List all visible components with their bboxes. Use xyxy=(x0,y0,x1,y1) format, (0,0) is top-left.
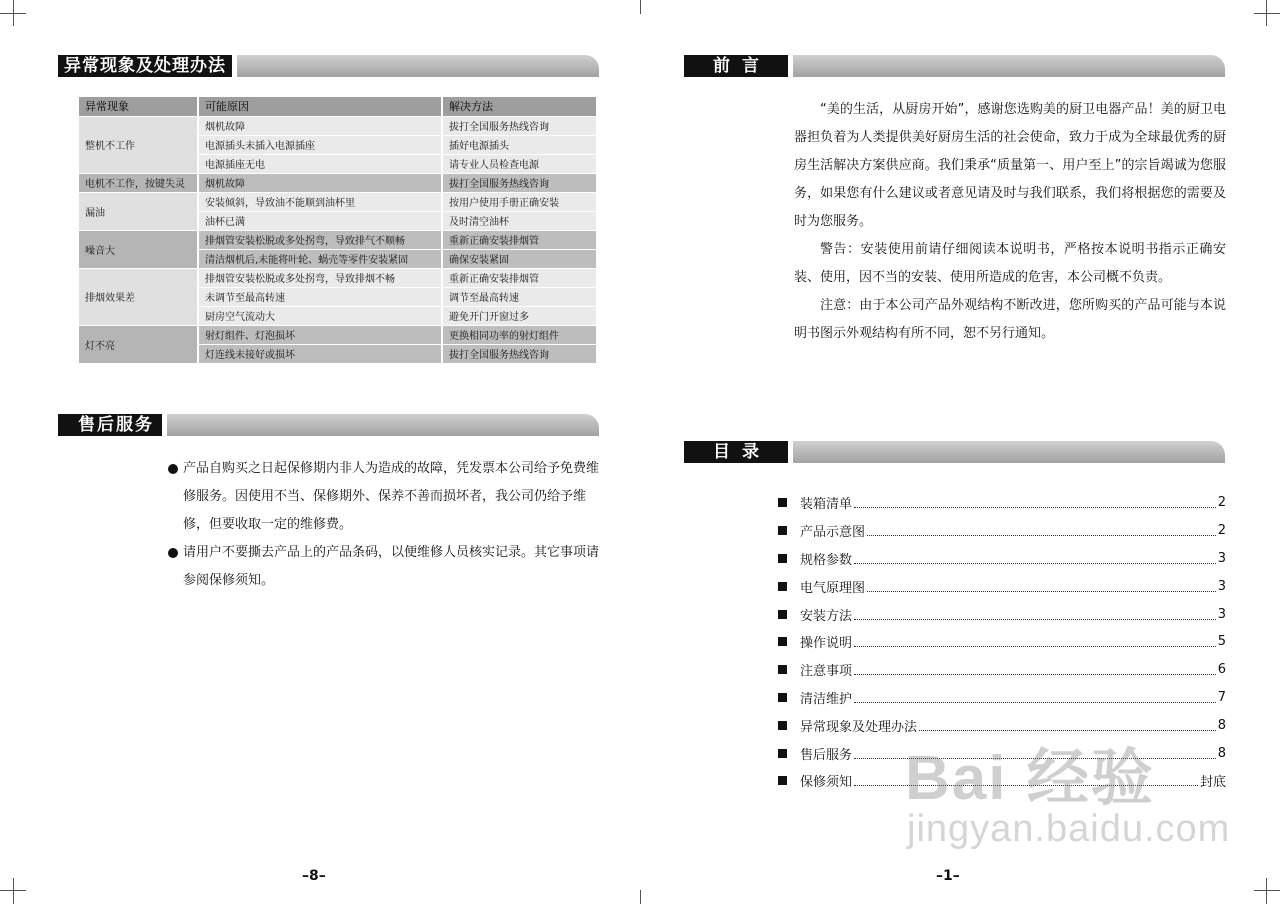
cause-cell: 排烟管安装松脱或多处拐弯，导致排烟不畅 xyxy=(198,268,442,287)
page-number-right: –1– xyxy=(936,868,960,884)
toc-leader-dots xyxy=(854,563,1216,564)
watermark-url-text: jingyan.baidu.com xyxy=(907,808,1231,850)
page-number-left: –8– xyxy=(302,868,326,884)
column-header: 异常现象 xyxy=(79,97,198,116)
solution-cell: 调节至最高转速 xyxy=(442,287,596,306)
toc-leader-dots xyxy=(854,646,1216,647)
toc-item-page: 8 xyxy=(1217,745,1226,761)
square-bullet-icon xyxy=(778,554,787,563)
column-header: 解决方法 xyxy=(442,97,596,116)
square-bullet-icon xyxy=(778,665,787,674)
symptom-cell: 漏油 xyxy=(79,192,198,230)
toc-item-page: 2 xyxy=(1217,495,1226,511)
square-bullet-icon xyxy=(778,693,787,702)
toc-item[interactable] xyxy=(778,517,1226,545)
cause-cell: 灯连线未接好或损坏 xyxy=(198,344,442,363)
solution-cell: 插好电源插头 xyxy=(442,135,596,154)
cause-cell: 烟机故障 xyxy=(198,116,442,135)
toc-item[interactable] xyxy=(778,545,1226,573)
symptom-cell: 灯不亮 xyxy=(79,325,198,363)
crop-mark xyxy=(640,890,641,904)
square-bullet-icon xyxy=(778,721,787,730)
column-header: 可能原因 xyxy=(198,97,442,116)
square-bullet-icon xyxy=(778,776,787,785)
solution-cell: 确保安装紧固 xyxy=(442,249,596,268)
trouble-section-header xyxy=(58,55,599,77)
square-bullet-icon xyxy=(778,610,787,619)
preface-section-title: 前言 xyxy=(684,55,788,77)
cause-cell: 电源插头未插入电源插座 xyxy=(198,135,442,154)
toc-item-page: 5 xyxy=(1217,634,1226,650)
toc-leader-dots xyxy=(854,702,1216,703)
preface-paragraph: “美的生活，从厨房开始”，感谢您选购美的厨卫电器产品！美的厨卫电器担负着为人类提供美好厨房生活的社会使命，致力于成为全球最优秀的厨房生活解决方案供应商。我们秉承“质量第一、用户至上”的宗旨竭诚为您服务，如果您有什么建议或者意见请及时与我们联系，我们将根据您的需要及时为您服务。 xyxy=(794,102,1226,229)
toc-item-page: 6 xyxy=(1217,662,1226,678)
toc-item-title: 注意事项 xyxy=(800,664,853,680)
symptom-cell: 整机不工作 xyxy=(79,116,198,173)
square-bullet-icon xyxy=(778,749,787,758)
toc-item-title: 规格参数 xyxy=(800,552,853,568)
toc-item-page: 3 xyxy=(1217,550,1226,566)
table-row xyxy=(79,173,596,192)
toc-item[interactable] xyxy=(778,600,1226,628)
symptom-cell: 电机不工作，按键失灵 xyxy=(79,173,198,192)
table-header-row xyxy=(79,97,596,116)
toc-item[interactable] xyxy=(778,628,1226,656)
toc-item-page: 3 xyxy=(1217,578,1226,594)
bullet-icon xyxy=(168,464,178,474)
preface-paragraph: 警告：安装使用前请仔细阅读本说明书，严格按本说明书指示正确安装、使用，因不当的安装、使用所造成的危害，本公司概不负责。 xyxy=(794,242,1226,285)
table-row xyxy=(79,268,596,287)
list-item xyxy=(168,455,600,539)
toc-item-title: 操作说明 xyxy=(800,636,853,652)
toc-item-page: 2 xyxy=(1217,523,1226,539)
solution-cell: 拔打全国服务热线咨询 xyxy=(442,173,596,192)
service-section-title: 售后服务 xyxy=(58,414,162,436)
cause-cell: 电源插座无电 xyxy=(198,154,442,173)
table-row xyxy=(79,192,596,211)
toc-leader-dots xyxy=(854,507,1216,508)
toc-item[interactable] xyxy=(778,656,1226,684)
toc-item[interactable] xyxy=(778,572,1226,600)
crop-mark xyxy=(1266,0,1267,26)
toc-item[interactable] xyxy=(778,684,1226,712)
cause-cell: 烟机故障 xyxy=(198,173,442,192)
table-row xyxy=(79,325,596,344)
toc-item-page: 封底 xyxy=(1199,775,1226,791)
watermark-logo-text: Bai 经验 xyxy=(905,744,1155,813)
bullet-icon xyxy=(168,548,178,558)
solution-cell: 避免开门开窗过多 xyxy=(442,306,596,325)
toc-item-title: 装箱清单 xyxy=(800,497,853,513)
solution-cell: 及时清空油杯 xyxy=(442,211,596,230)
crop-mark xyxy=(13,0,14,26)
service-section-header xyxy=(58,414,599,436)
toc-item-page: 3 xyxy=(1217,606,1226,622)
preface-text xyxy=(794,96,1226,348)
solution-cell: 拔打全国服务热线咨询 xyxy=(442,344,596,363)
toc-item-title: 电气原理图 xyxy=(800,580,866,596)
bullet-text: 请用户不要撕去产品上的产品条码，以便维修人员核实记录。其它事项请参阅保修须知。 xyxy=(183,545,600,588)
solution-cell: 拔打全国服务热线咨询 xyxy=(442,116,596,135)
preface-paragraph: 注意：由于本公司产品外观结构不断改进，您所购买的产品可能与本说明书图示外观结构有所不同，恕不另行通知。 xyxy=(794,298,1226,341)
toc-item-page: 7 xyxy=(1217,689,1226,705)
square-bullet-icon xyxy=(778,582,787,591)
square-bullet-icon xyxy=(778,526,787,535)
trouble-section-title: 异常现象及处理办法 xyxy=(58,55,232,77)
bullet-text: 产品自购买之日起保修期内非人为造成的故障，凭发票本公司给予免费维修服务。因使用不当、保修期外、保养不善而损坏者，我公司仍给予维修，但要收取一定的维修费。 xyxy=(183,461,600,532)
toc-item-title: 异常现象及处理办法 xyxy=(800,719,918,735)
toc-item-title: 清洁维护 xyxy=(800,691,853,707)
table-row xyxy=(79,230,596,249)
toc-leader-dots xyxy=(854,674,1216,675)
toc-item-title: 保修须知 xyxy=(800,775,853,791)
crop-mark xyxy=(13,878,14,904)
toc-section-header xyxy=(684,441,1225,463)
preface-section-header xyxy=(684,55,1225,77)
square-bullet-icon xyxy=(778,637,787,646)
cause-cell: 油杯已满 xyxy=(198,211,442,230)
toc-section-title: 目录 xyxy=(684,441,788,463)
symptom-cell: 噪音大 xyxy=(79,230,198,268)
list-item xyxy=(168,539,600,595)
cause-cell: 清洁烟机后,未能将叶轮、蜗壳等零件安装紧固 xyxy=(198,249,442,268)
cause-cell: 射灯组件、灯泡损坏 xyxy=(198,325,442,344)
solution-cell: 重新正确安装排烟管 xyxy=(442,268,596,287)
cause-cell: 厨房空气流动大 xyxy=(198,306,442,325)
toc-item-page: 8 xyxy=(1217,717,1226,733)
trouble-table xyxy=(79,97,596,364)
toc-leader-dots xyxy=(867,591,1216,592)
toc-item-title: 产品示意图 xyxy=(800,525,866,541)
toc-item-title: 售后服务 xyxy=(800,747,853,763)
crop-mark xyxy=(1254,890,1280,891)
symptom-cell: 排烟效果差 xyxy=(79,268,198,325)
square-bullet-icon xyxy=(778,498,787,507)
cause-cell: 未调节至最高转速 xyxy=(198,287,442,306)
toc-leader-dots xyxy=(854,619,1216,620)
crop-mark xyxy=(1266,878,1267,904)
solution-cell: 更换相同功率的射灯组件 xyxy=(442,325,596,344)
toc-item-title: 安装方法 xyxy=(800,608,853,624)
toc-item[interactable] xyxy=(778,489,1226,517)
service-bullets xyxy=(168,455,600,595)
toc-leader-dots xyxy=(867,535,1216,536)
solution-cell: 请专业人员检查电源 xyxy=(442,154,596,173)
solution-cell: 按用户使用手册正确安装 xyxy=(442,192,596,211)
crop-mark xyxy=(1254,13,1280,14)
crop-mark xyxy=(640,0,641,14)
solution-cell: 重新正确安装排烟管 xyxy=(442,230,596,249)
table-row xyxy=(79,116,596,135)
cause-cell: 排烟管安装松脱或多处拐弯，导致排气不顺畅 xyxy=(198,230,442,249)
cause-cell: 安装倾斜，导致油不能顺到油杯里 xyxy=(198,192,442,211)
